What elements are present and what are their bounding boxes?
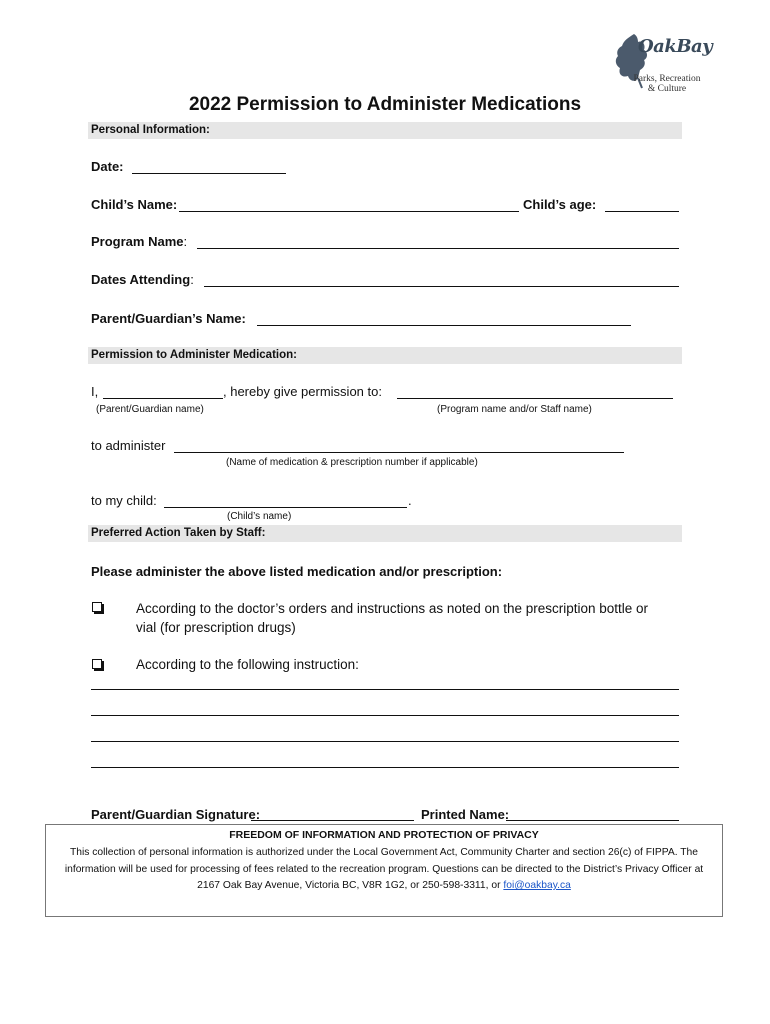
foi-body-text: This collection of personal information is authorized under the Local Government Act, Community Charter and section 26(c) of FIPPA. The information will be used for processing of fees related to the recreation program. Questions can be directed to the District’s Privacy Officer at 2167 Oak Bay Avenue, Victoria BC, V8R 1G2, or 250-598-3311, or — [64, 847, 704, 891]
give-permission-text: , hereby give permission to: — [223, 384, 382, 399]
date-field[interactable] — [132, 173, 286, 174]
logo-subtitle — [624, 74, 710, 94]
child-period: . — [408, 493, 412, 508]
program-name-label: Program Name — [91, 234, 184, 249]
child-permission-field[interactable] — [164, 507, 407, 508]
foi-title: FREEDOM OF INFORMATION AND PROTECTION OF PRIVACY — [229, 829, 539, 841]
foi-email-link[interactable]: foi@oakbay.ca — [503, 880, 571, 891]
printed-name-label: Printed Name: — [421, 807, 510, 822]
child-label: to my child: — [91, 493, 157, 508]
instruction-line-3[interactable] — [91, 741, 679, 742]
signature-field[interactable] — [251, 820, 414, 821]
logo-wordmark: OakBay — [638, 36, 713, 57]
program-name-field[interactable] — [197, 248, 679, 249]
option-following-instruction-label: According to the following instruction: — [136, 657, 359, 672]
option-doctor-orders-checkbox[interactable] — [92, 602, 102, 612]
guardian-permission-field[interactable] — [103, 398, 223, 399]
child-name-field[interactable] — [179, 211, 519, 212]
foi-body — [52, 845, 716, 895]
medication-caption: (Name of medication & prescription number if applicable) — [226, 457, 478, 468]
child-age-field[interactable] — [605, 211, 679, 212]
section-permission: Permission to Administer Medication: — [88, 347, 682, 364]
i-prefix: I, — [91, 384, 99, 399]
program-staff-field[interactable] — [397, 398, 673, 399]
guardian-name-caption: (Parent/Guardian name) — [96, 404, 204, 415]
dates-attending-colon: : — [190, 272, 194, 287]
page-title: 2022 Permission to Administer Medications — [188, 94, 582, 115]
guardian-name-field[interactable] — [257, 325, 631, 326]
child-age-label: Child’s age: — [523, 197, 597, 212]
printed-name-field[interactable] — [506, 820, 679, 821]
medication-field[interactable] — [174, 452, 624, 453]
child-name-label: Child’s Name: — [91, 197, 178, 212]
administer-label: to administer — [91, 438, 166, 453]
program-name-row — [91, 234, 187, 249]
instruction-line-1[interactable] — [91, 689, 679, 690]
logo-subtitle-line1: Parks, Recreation — [633, 74, 701, 84]
dates-attending-row — [91, 272, 194, 287]
dates-attending-field[interactable] — [204, 286, 679, 287]
oak-bay-logo — [612, 30, 712, 102]
instruction-line-4[interactable] — [91, 767, 679, 768]
program-staff-caption: (Program name and/or Staff name) — [437, 404, 592, 415]
instruction-line-2[interactable] — [91, 715, 679, 716]
preferred-heading: Please administer the above listed medication and/or prescription: — [91, 564, 503, 579]
option-following-instruction-checkbox[interactable] — [92, 659, 102, 669]
section-preferred-action: Preferred Action Taken by Staff: — [88, 525, 682, 542]
option-doctor-orders-line2: vial (for prescription drugs) — [136, 620, 296, 635]
child-name-caption: (Child’s name) — [227, 511, 292, 522]
section-personal-information: Personal Information: — [88, 122, 682, 139]
signature-label: Parent/Guardian Signature: — [91, 807, 261, 822]
guardian-name-label: Parent/Guardian’s Name: — [91, 311, 246, 326]
option-doctor-orders-line1: According to the doctor’s orders and instructions as noted on the prescription bottle or — [136, 601, 649, 616]
logo-subtitle-line2: & Culture — [647, 84, 687, 94]
date-label: Date: — [91, 159, 124, 174]
program-name-colon: : — [183, 234, 188, 249]
dates-attending-label: Dates Attending — [91, 272, 191, 287]
